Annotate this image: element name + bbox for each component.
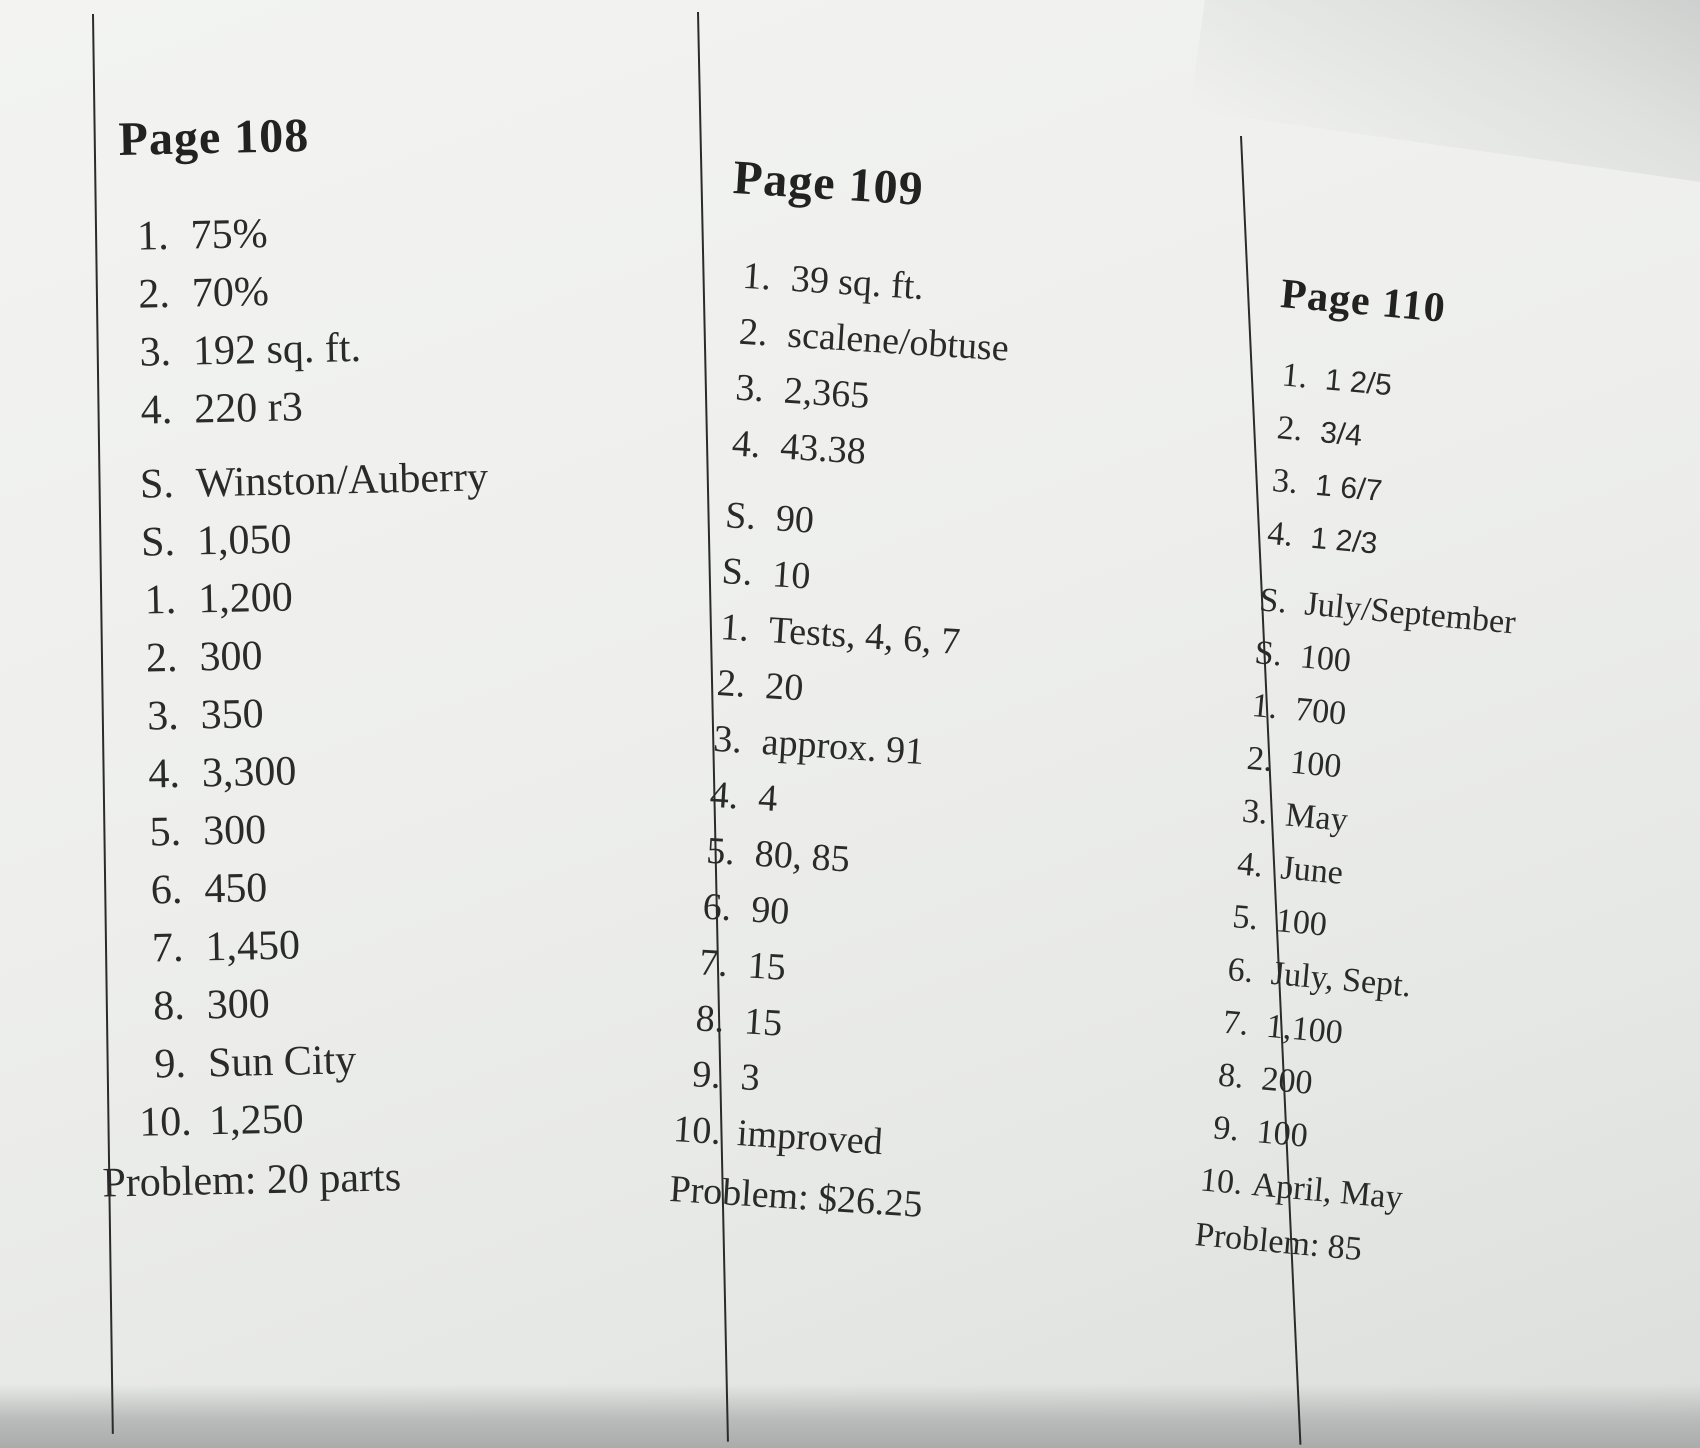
answer-item: S. Winston/Auberry [139, 454, 489, 508]
page-bottom-shadow [0, 1384, 1700, 1448]
problem-answer: Problem: 85 [1193, 1216, 1364, 1269]
answer-item: 7. 1,450 [151, 922, 301, 972]
answer-item: 2. 3/4 [1275, 409, 1364, 453]
answer-item: 7. 1,100 [1221, 1003, 1345, 1052]
answer-item: S. 100 [1253, 634, 1353, 680]
answer-item: 3. approx. 91 [712, 717, 926, 774]
answer-item: 2. 70% [137, 268, 270, 318]
problem-answer: Problem: $26.25 [668, 1167, 924, 1226]
answer-item: 6. July, Sept. [1226, 950, 1413, 1005]
answer-item: 10. 1,250 [138, 1096, 305, 1146]
answer-item: 4. 220 r3 [140, 384, 304, 434]
answer-item: 5. 300 [149, 807, 267, 856]
answer-item: 8. 300 [152, 981, 271, 1030]
answer-item: 6. 450 [150, 865, 268, 914]
answer-item: 2. 20 [715, 661, 805, 710]
answer-item: 4. June [1235, 845, 1345, 892]
answer-item: S. 90 [724, 494, 816, 542]
answer-item: 8. 200 [1216, 1056, 1315, 1102]
answer-item: 4. 4 [708, 773, 779, 820]
answer-item: 9. Sun City [153, 1037, 357, 1088]
answer-item: 1. 39 sq. ft. [741, 254, 926, 309]
answer-item: 7. 15 [698, 941, 788, 989]
answer-item: 10. April, May [1198, 1161, 1405, 1217]
answer-item: 3. 2,365 [734, 366, 871, 417]
answer-item: 8. 15 [694, 997, 784, 1045]
answer-list [671, 253, 1013, 1181]
answer-list [120, 205, 502, 1156]
column-heading: Page 109 [731, 150, 926, 216]
answer-item: 1. 1,200 [144, 574, 294, 624]
answer-item: 4. 43.38 [730, 422, 868, 473]
answer-item: 5. 100 [1231, 898, 1329, 944]
answer-item: 4. 3,300 [147, 748, 297, 798]
answer-item: 1. 1 2/5 [1280, 356, 1394, 403]
answer-item: 1. Tests, 4, 6, 7 [719, 606, 962, 664]
answer-item: 9. 3 [691, 1053, 762, 1100]
answer-item: 2. scalene/obtuse [737, 310, 1010, 370]
answer-item: S. 1,050 [140, 516, 292, 566]
answer-item: 9. 100 [1211, 1109, 1310, 1155]
answer-item: 6. 90 [701, 885, 791, 933]
answer-item: 3. May [1240, 792, 1350, 840]
answer-item: S. 10 [720, 550, 812, 598]
answer-column-page-108 [101, 104, 503, 1207]
problem-answer: Problem: 20 parts [101, 1154, 402, 1207]
answer-item: 2. 100 [1245, 739, 1343, 786]
answer-item: 3. 350 [146, 691, 265, 740]
answer-item: 3. 1 6/7 [1270, 461, 1384, 508]
column-heading: Page 108 [118, 109, 310, 166]
answer-item: 5. 80, 85 [705, 829, 851, 881]
answer-item: 2. 300 [145, 633, 263, 682]
column-heading: Page 110 [1278, 270, 1448, 332]
answer-item: S. July/September [1257, 581, 1518, 642]
answer-item: 3. 192 sq. ft. [139, 324, 362, 376]
answer-item: 4. 1 2/3 [1265, 514, 1379, 561]
answer-item: 1. 75% [136, 210, 269, 260]
answer-item: 1. 700 [1250, 687, 1348, 733]
answer-item: 10. improved [672, 1108, 884, 1164]
